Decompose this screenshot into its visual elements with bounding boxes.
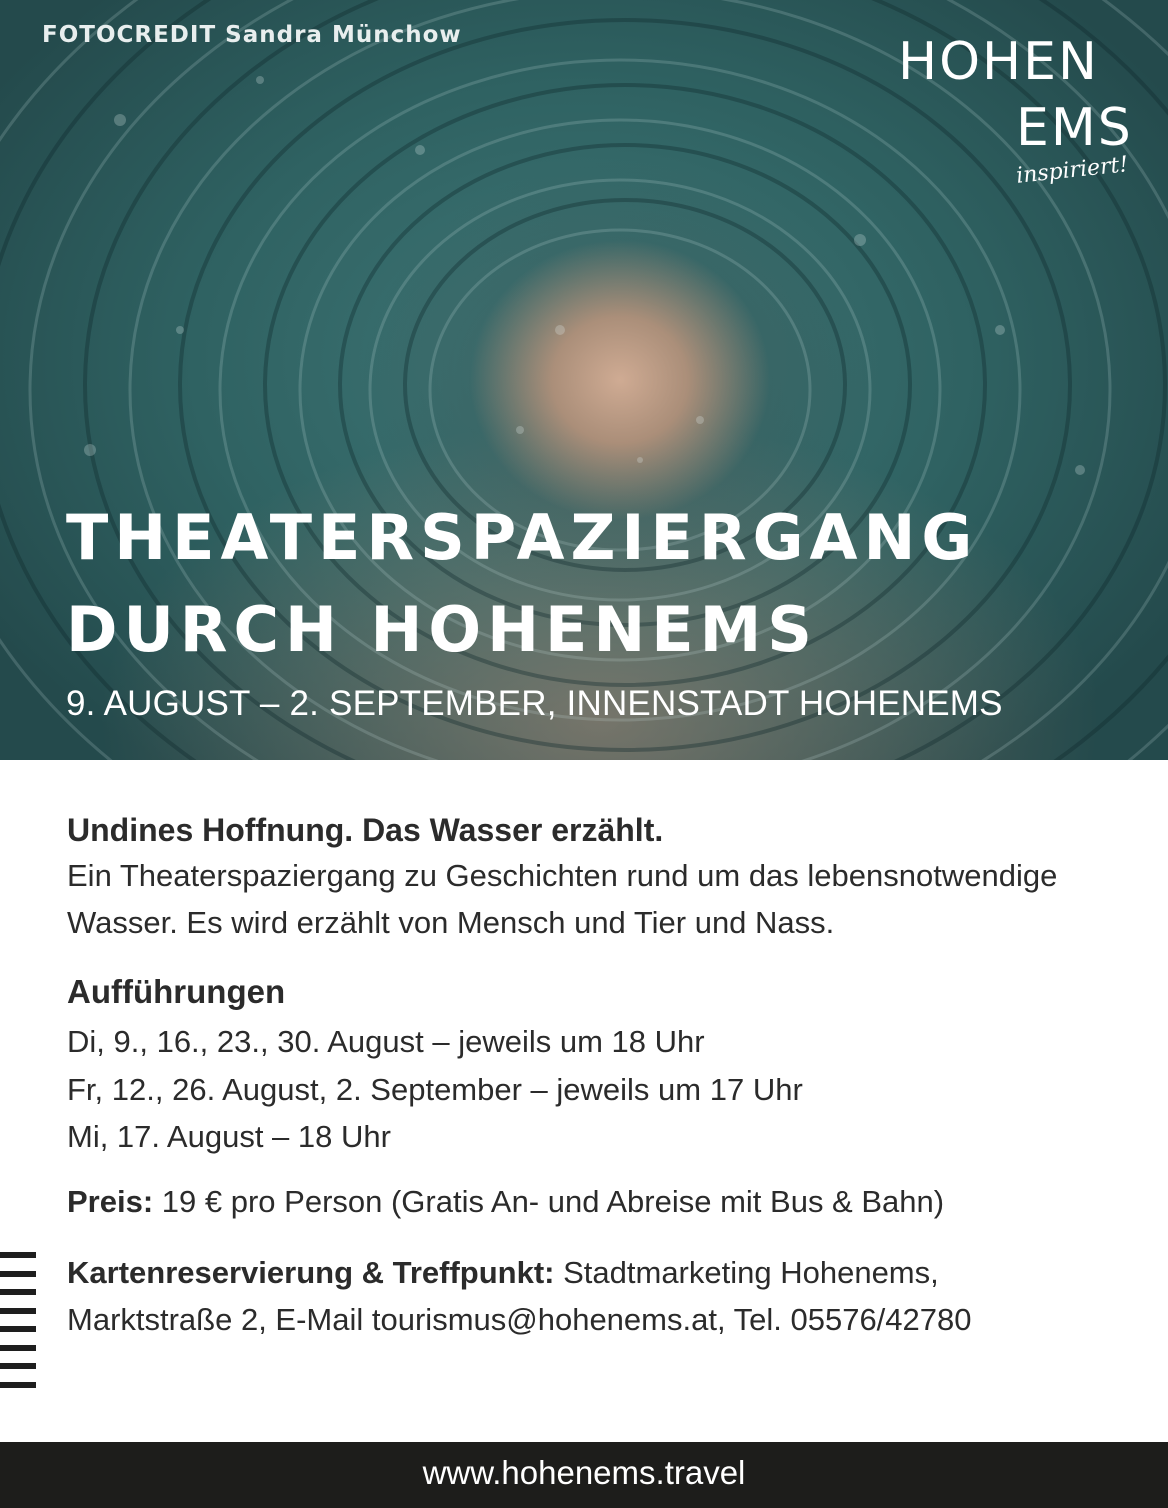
logo-line1: HOHEN [898, 32, 1099, 92]
event-title-line2: DURCH HOHENEMS [66, 593, 818, 666]
hohenems-logo [898, 30, 1138, 200]
performance-line: Di, 9., 16., 23., 30. August – jeweils um 18 Uhr [67, 1024, 705, 1059]
stripe [0, 1382, 36, 1388]
price-info [67, 1177, 1137, 1227]
stripe [0, 1308, 36, 1314]
price-label: Preis: [67, 1183, 154, 1219]
intro-title: Undines Hoffnung. Das Wasser erzählt. [67, 812, 664, 848]
stripe [0, 1345, 36, 1351]
event-details [67, 808, 1137, 1343]
footer-bar [0, 1442, 1168, 1508]
event-date-location: 9. AUGUST – 2. SEPTEMBER, INNENSTADT HOHENEMS [66, 684, 1003, 723]
event-title [66, 492, 978, 676]
website-link[interactable]: www.hohenems.travel [422, 1454, 746, 1491]
price-text: 19 € pro Person (Gratis An- und Abreise mit Bus & Bahn) [153, 1183, 945, 1219]
photo-credit: FOTOCREDIT Sandra Münchow [42, 22, 462, 48]
stripe [0, 1271, 36, 1277]
intro-text: Ein Theaterspaziergang zu Geschichten rund um das lebensnotwendige Wasser. Es wird erzählt von Mensch und Tier und Nass. [67, 858, 1058, 940]
stripe [0, 1289, 36, 1295]
reservation-text-line2: Marktstraße 2, E-Mail tourismus@hohenems.at, Tel. 05576/42780 [67, 1301, 972, 1337]
reservation-info [67, 1249, 1137, 1296]
stripe [0, 1252, 36, 1258]
performances-heading: Aufführungen [67, 973, 286, 1010]
logo-line2: EMS [1016, 98, 1133, 158]
decorative-stripes [0, 1252, 36, 1400]
reservation-label: Kartenreservierung & Treffpunkt: [67, 1254, 555, 1290]
reservation-text-line1: Stadtmarketing Hohenems, [554, 1254, 939, 1290]
stripe [0, 1363, 36, 1369]
event-title-line1: THEATERSPAZIERGANG [66, 501, 979, 574]
stripe [0, 1326, 36, 1332]
performance-line: Mi, 17. August – 18 Uhr [67, 1119, 391, 1154]
performance-line: Fr, 12., 26. August, 2. September – jeweils um 17 Uhr [67, 1071, 803, 1107]
logo-tagline: inspiriert! [1015, 152, 1130, 189]
